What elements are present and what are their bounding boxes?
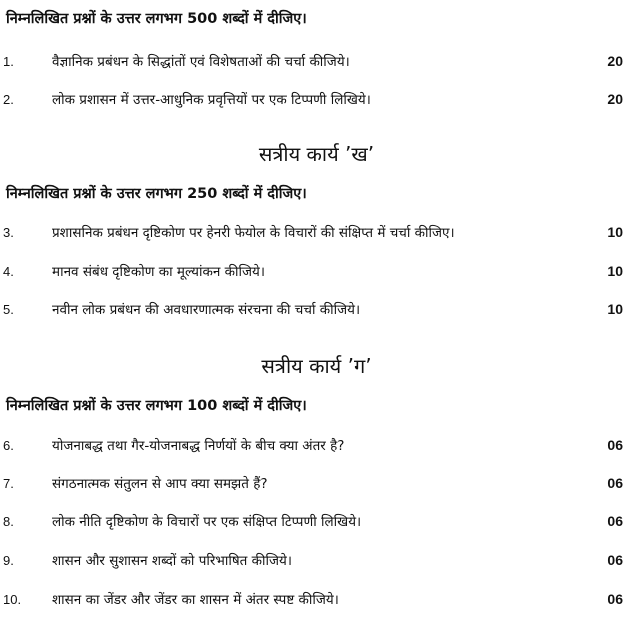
section-b-instruction: निम्नलिखित प्रश्नों के उत्तर लगभग 250 शब्दों में दीजिए। bbox=[6, 186, 307, 202]
question-marks: 06 bbox=[607, 513, 623, 529]
section-c-title: सत्रीय कार्य ’ग’ bbox=[261, 354, 372, 378]
question-text: मानव संबंध दृष्टिकोण का मूल्यांकन कीजिये। bbox=[52, 264, 265, 280]
question-row bbox=[0, 590, 633, 612]
question-number: 5. bbox=[3, 302, 14, 317]
question-text: संगठनात्मक संतुलन से आप क्या समझते हैं? bbox=[52, 476, 268, 492]
section-b-title: सत्रीय कार्य ’ख’ bbox=[258, 142, 375, 166]
question-number: 10. bbox=[3, 592, 22, 607]
question-row bbox=[0, 300, 633, 322]
question-number: 3. bbox=[3, 225, 14, 240]
question-text: शासन का जेंडर और जेंडर का शासन में अंतर स्पष्ट कीजिये। bbox=[52, 592, 339, 608]
question-number: 9. bbox=[3, 553, 14, 568]
question-number: 6. bbox=[3, 438, 14, 453]
question-number: 1. bbox=[3, 54, 14, 69]
question-marks: 10 bbox=[607, 224, 623, 240]
question-marks: 20 bbox=[607, 53, 623, 69]
question-number: 4. bbox=[3, 264, 14, 279]
question-number: 7. bbox=[3, 476, 14, 491]
question-marks: 06 bbox=[607, 437, 623, 453]
question-row bbox=[0, 223, 633, 245]
question-row bbox=[0, 90, 633, 112]
question-row bbox=[0, 474, 633, 496]
question-text: नवीन लोक प्रबंधन की अवधारणात्मक संरचना की चर्चा कीजिये। bbox=[52, 302, 361, 318]
question-marks: 20 bbox=[607, 91, 623, 107]
question-text: योजनाबद्ध तथा गैर-योजनाबद्ध निर्णयों के बीच क्या अंतर है? bbox=[52, 438, 345, 454]
question-row bbox=[0, 436, 633, 458]
question-row bbox=[0, 52, 633, 74]
question-marks: 06 bbox=[607, 475, 623, 491]
question-marks: 06 bbox=[607, 552, 623, 568]
question-number: 8. bbox=[3, 514, 14, 529]
question-text: प्रशासनिक प्रबंधन दृष्टिकोण पर हेनरी फेयोल के विचारों की संक्षिप्त में चर्चा कीजिए। bbox=[52, 225, 455, 241]
question-number: 2. bbox=[3, 92, 14, 107]
question-marks: 10 bbox=[607, 301, 623, 317]
question-text: वैज्ञानिक प्रबंधन के सिद्धांतों एवं विशेषताओं की चर्चा कीजिये। bbox=[52, 54, 350, 70]
question-row bbox=[0, 262, 633, 284]
question-row bbox=[0, 512, 633, 534]
question-marks: 06 bbox=[607, 591, 623, 607]
question-text: लोक प्रशासन में उत्तर-आधुनिक प्रवृत्तियों पर एक टिप्पणी लिखिये। bbox=[52, 92, 371, 108]
question-row bbox=[0, 551, 633, 573]
question-text: लोक नीति दृष्टिकोण के विचारों पर एक संक्षिप्त टिप्पणी लिखिये। bbox=[52, 514, 362, 530]
section-c-instruction: निम्नलिखित प्रश्नों के उत्तर लगभग 100 शब्दों में दीजिए। bbox=[6, 398, 307, 414]
section-a-instruction: निम्नलिखित प्रश्नों के उत्तर लगभग 500 शब्दों में दीजिए। bbox=[6, 11, 307, 27]
question-text: शासन और सुशासन शब्दों को परिभाषित कीजिये। bbox=[52, 553, 292, 569]
question-marks: 10 bbox=[607, 263, 623, 279]
